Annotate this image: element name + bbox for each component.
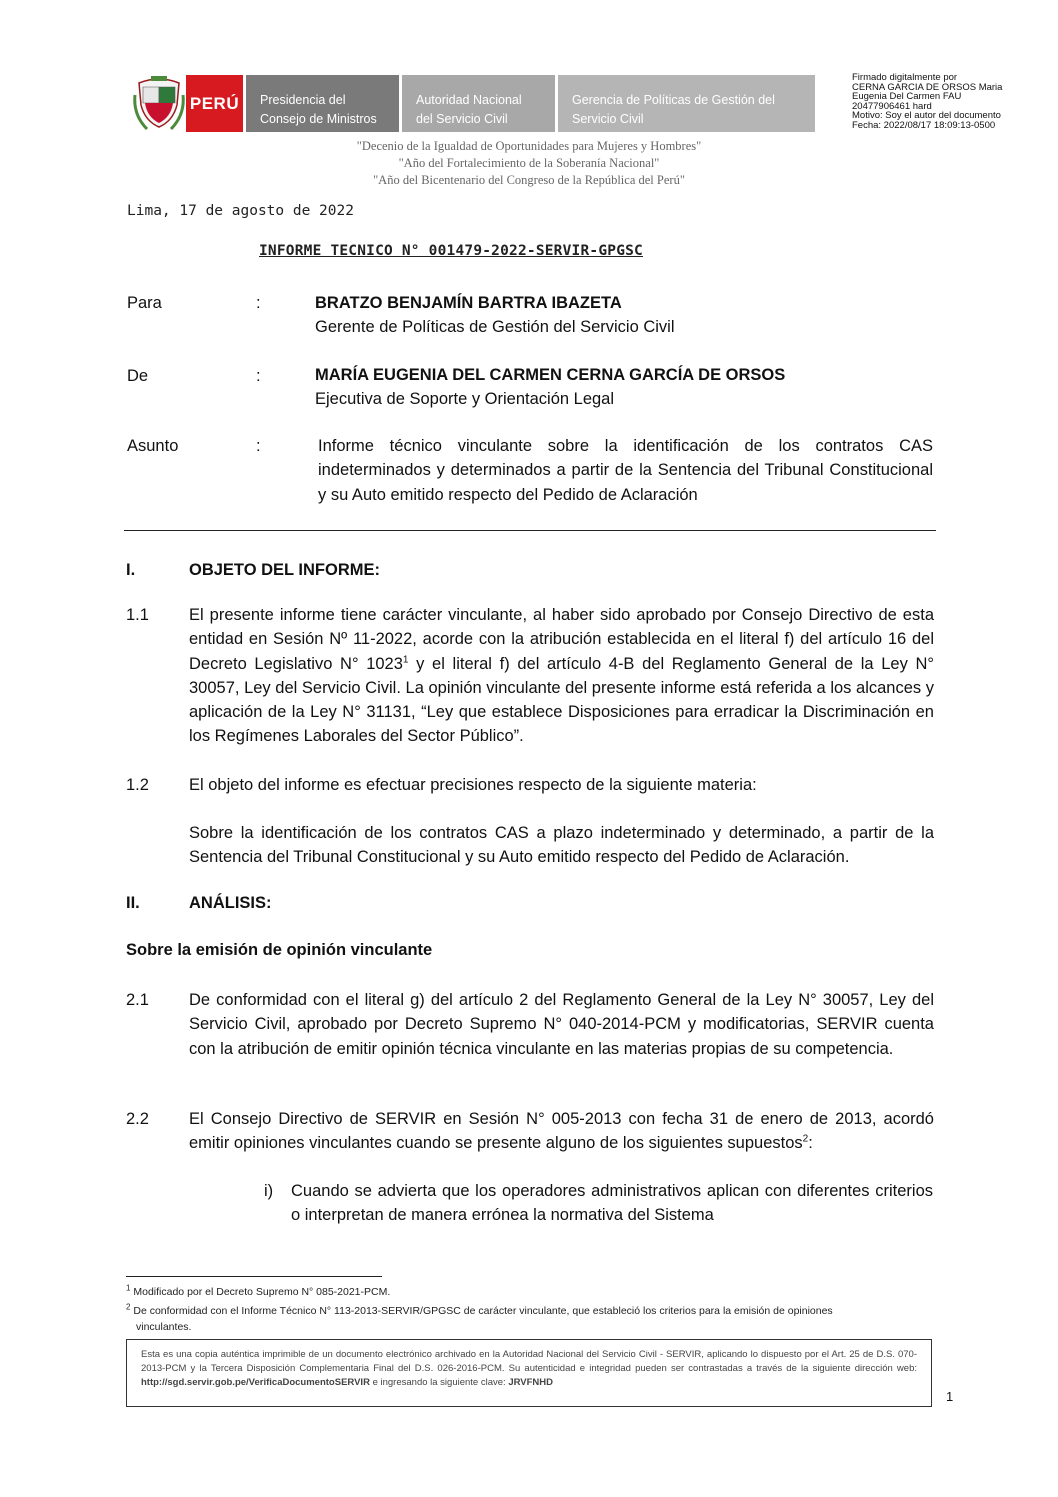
- item-i-number: i): [264, 1182, 274, 1200]
- asunto-label: Asunto: [127, 437, 179, 455]
- footnote-1-text: Modificado por el Decreto Supremo N° 085-2021-PCM.: [130, 1286, 391, 1298]
- footnote-2-number: 2: [126, 1302, 131, 1312]
- p11-paragraph: [189, 603, 934, 749]
- peru-coat-of-arms-icon: [133, 75, 185, 133]
- p12-subject: Sobre la identificación de los contratos CAS a plazo indeterminado y determinado, a partir de la Sentencia del Tribunal Constitucional y su Auto emitido respecto del Pedido de Aclaración.: [189, 824, 934, 867]
- para-name: BRATZO BENJAMÍN BARTRA IBAZETA: [315, 294, 622, 312]
- signature-line: Fecha: 2022/08/17 18:09:13-0500: [852, 119, 996, 131]
- footnote-2-text: De conformidad con el Informe Técnico N° 113-2013-SERVIR/GPGSC de carácter vinculante, que estableció los criterios para la emisión de opiniones: [130, 1305, 833, 1317]
- section2-number: II.: [126, 894, 140, 912]
- footnote-ref-2[interactable]: 2: [802, 1133, 809, 1145]
- verification-url-link[interactable]: http://sgd.servir.gob.pe/VerificaDocumentoSERVIR: [141, 1377, 370, 1388]
- verification-key: JRVFNHD: [508, 1377, 554, 1388]
- footnote-2: [126, 1304, 936, 1318]
- p12-number: 1.2: [126, 776, 149, 794]
- asunto-colon: :: [256, 437, 261, 455]
- section1-title: OBJETO DEL INFORME:: [189, 561, 380, 579]
- para-role: Gerente de Políticas de Gestión del Servicio Civil: [315, 318, 675, 336]
- asunto-text: Informe técnico vinculante sobre la identificación de los contratos CAS indeterminados y determinados a partir de la Sentencia del Tribunal Constitucional y su Auto emitido respecto del Pedido de Aclaración: [318, 437, 933, 504]
- divider: [124, 530, 936, 531]
- signature-line: CERNA GARCIA DE ORSOS Maria: [852, 81, 1003, 93]
- decree-line: "Decenio de la Igualdad de Oportunidades para Mujeres y Hombres": [356, 139, 702, 153]
- de-role: Ejecutiva de Soporte y Orientación Legal: [315, 390, 615, 408]
- p22-number: 2.2: [126, 1110, 149, 1128]
- p11-number: 1.1: [126, 606, 149, 624]
- footnote-ref-1[interactable]: 1: [402, 654, 409, 666]
- de-name: MARÍA EUGENIA DEL CARMEN CERNA GARCÍA DE ORSOS: [315, 366, 786, 384]
- authenticity-notice: [126, 1339, 932, 1407]
- p21-paragraph: De conformidad con el literal g) del artículo 2 del Reglamento General de la Ley N° 30057, Ley del Servicio Civil, aprobado por Decreto Supremo N° 040-2014-PCM y modificatorias, SERVIR cuenta con la atribución de emitir opinión técnica vinculante en las materias propias de su competencia.: [189, 991, 934, 1058]
- header-gerencia-line2: Servicio Civil: [572, 112, 644, 126]
- peru-brand-label: PERÚ: [186, 75, 243, 132]
- p21-number: 2.1: [126, 991, 149, 1009]
- signature-line: 20477906461 hard: [852, 100, 932, 112]
- decree-line: "Año del Fortalecimiento de la Soberanía Nacional": [398, 156, 660, 170]
- de-label: De: [127, 367, 149, 385]
- notice-text-b: e ingresando la siguiente clave:: [369, 1377, 509, 1388]
- p22-paragraph: [189, 1107, 934, 1156]
- header-servir-line1: Autoridad Nacional: [416, 93, 522, 107]
- decree-line: "Año del Bicentenario del Congreso de la República del Perú": [373, 173, 685, 187]
- page-number: 1: [946, 1389, 954, 1404]
- section1-number: I.: [126, 561, 136, 579]
- header-pcm: [246, 75, 399, 132]
- de-colon: :: [256, 367, 261, 385]
- signature-line: Motivo: Soy el autor del documento: [852, 110, 1001, 121]
- digital-signature-block: [852, 73, 1052, 130]
- p22-end: :: [808, 1134, 813, 1153]
- date-line: Lima, 17 de agosto de 2022: [127, 203, 354, 219]
- p12-paragraph: El objeto del informe es efectuar precisiones respecto de la siguiente materia:: [189, 776, 757, 794]
- para-label: Para: [127, 294, 162, 312]
- p11-text-b: y el literal f) del artículo 4-B del Reglamento General de la Ley N° 30057, Ley del Servicio Civil. La opinión vinculante del presente informe está referida a los alcances y aplicación de la Ley N° 31131, “Ley que establece Disposiciones para erradicar la Discriminación en los Regímenes Laborales del Sector Público”.: [189, 654, 934, 746]
- header-pcm-line1: Presidencia del: [260, 93, 346, 107]
- header-servir-line2: del Servicio Civil: [416, 112, 508, 126]
- signature-line: Eugenia Del Carmen FAU: [852, 91, 962, 102]
- footnote-1: [126, 1285, 390, 1299]
- para-colon: :: [256, 294, 261, 312]
- item-i-text: Cuando se advierta que los operadores administrativos aplican con diferentes criterios o interpretan de manera errónea la normativa del Sistema: [291, 1182, 933, 1225]
- header-gerencia: [558, 75, 815, 132]
- report-title: INFORME TECNICO N° 001479-2022-SERVIR-GPGSC: [259, 243, 643, 259]
- notice-text-a: Esta es una copia auténtica imprimible de un documento electrónico archivado en la Autoridad Nacional del Servicio Civil - SERVIR, aplicando lo dispuesto por el Art. 25 de D.S. 070-2013-PCM y la Tercera Disposición Complementaria Final del D.S. 026-2016-PCM. Su autenticidad e integridad pueden ser contrastadas a través de la siguiente dirección web:: [141, 1349, 917, 1374]
- header-pcm-line2: Consejo de Ministros: [260, 112, 377, 126]
- section2-title: ANÁLISIS:: [189, 894, 272, 912]
- p22-text: El Consejo Directivo de SERVIR en Sesión N° 005-2013 con fecha 31 de enero de 2013, acordó emitir opiniones vinculantes cuando se presente alguno de los siguientes supuestos: [189, 1110, 934, 1153]
- header-servir: [402, 75, 555, 132]
- p11-text-a: El presente informe tiene carácter vinculante, al haber sido aprobado por Consejo Directivo de esta entidad en Sesión Nº 11-2022, acorde con la atribución establecida en el literal f) del artículo 16 del Decreto Legislativo N° 1023: [189, 606, 934, 673]
- header-gerencia-line1: Gerencia de Políticas de Gestión del: [572, 93, 775, 107]
- footnote-1-number: 1: [126, 1283, 131, 1293]
- section2-subtitle: Sobre la emisión de opinión vinculante: [126, 941, 433, 959]
- footnote-2-continuation: vinculantes.: [136, 1321, 192, 1333]
- footnote-rule: [126, 1276, 382, 1277]
- signature-line: Firmado digitalmente por: [852, 72, 958, 83]
